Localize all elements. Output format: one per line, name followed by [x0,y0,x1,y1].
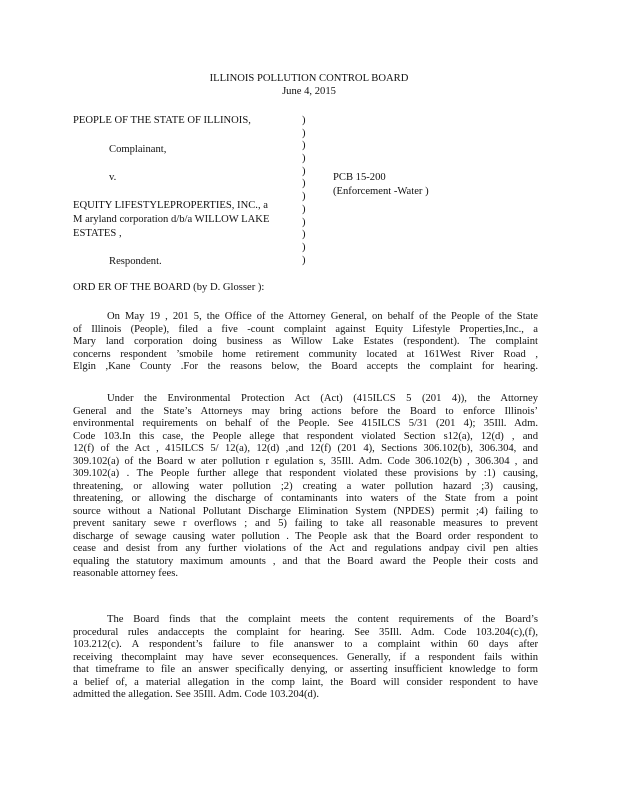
paragraph-line: concerns respondent ’smobile home retirement community located at 161West River Road , [73,348,538,360]
respondent-name-line-3: ESTATES , [73,228,122,239]
case-type: (Enforcement -Water ) [333,186,429,197]
caption-paren: ) [302,115,306,126]
paragraph-line: a belief of, a material allegation in the comp laint, the Board will consider respondent to have [73,676,538,688]
paragraph-line: environmental requirements on behalf of the People. See 415ILCS 5/31 (201 4); 35Ill. Adm. [73,418,538,429]
respondent-label: Respondent. [109,256,162,267]
versus-label: v. [109,172,117,183]
caption-paren: ) [302,127,306,139]
paragraph-line: procedural rules andaccepts the complaint for hearing. See 35Ill. Adm. Code 103.204(c),(f), [73,626,538,638]
caption-paren: ) [302,178,306,190]
paragraph-line: cease and desist from any further violations of the Act and regulations andpay civil pen alties [73,543,538,554]
caption-paren: ) [302,153,306,165]
paragraph-1 [73,311,538,374]
respondent-name-line-1: EQUITY LIFESTYLEPROPERTIES, INC., a [73,200,268,211]
paragraph-line: admitted the allegation. See 35Ill. Adm. Code 103.204(d). [73,689,319,700]
caption-paren: ) [302,203,306,215]
complainant-label: Complainant, [109,144,167,155]
plaintiff-name: PEOPLE OF THE STATE OF ILLINOIS, [73,115,251,126]
paragraph-line: threatening, or allowing water pollution ;2) creating a water pollution hazard ;3) causing, [73,480,538,492]
caption-paren: ) [302,140,306,152]
paragraph-line: of Illinois (People), filed a five -count complaint against Equity Lifestyle Properties,Inc., a [73,323,538,335]
paragraph-line: 309.102(a) of the Board w ater pollution r egulation s, 35Ill. Adm. Code 306.102(b) , 306.304 , and [73,455,538,467]
paragraph-line: discharge of sewage causing water pollution . The People ask that the Board order respondent to [73,530,538,542]
caption-bracket [302,115,306,267]
caption-paren: ) [302,216,306,228]
paragraph-line: source without a National Pollutant Discharge Elimination System (NPDES) permit ;4) failing to [73,505,538,517]
paragraph-line: The Board finds that the complaint meets the content requirements of the Board’s [107,614,538,625]
caption-paren: ) [302,254,306,266]
paragraph-line: threatening, or allowing the discharge of contaminants into waters of the State from a point [73,493,538,504]
paragraph-line: receiving thecomplaint may have sever econsequences. Generally, if a respondent fails within [73,651,538,663]
board-name-heading: ILLINOIS POLLUTION CONTROL BOARD [209,73,409,84]
paragraph-line: Code 103.In this case, the People allege that respondent violated Section s12(a), 12(d) , and [73,430,538,442]
paragraph-line: 309.102(a) . The People further allege that respondent violated these provisions by :1) causing, [73,468,538,479]
paragraph-line: 12(f) of the Act , 415ILCS 5/ 12(a), 12(d) ,and 12(f) (201 4), Sections 306.102(b), 306.304, and [73,443,538,454]
paragraph-line: General and the State’s Attorneys may bring actions before the Board to enforce Illinois’ [73,405,538,417]
paragraph-2 [73,393,538,581]
paragraph-line: prevent sanitary sewe r overflows ; and 5) failing to take all reasonable measures to prevent [73,518,538,529]
order-date: June 4, 2015 [282,86,336,97]
paragraph-line: Elgin ,Kane County .For the reasons below, the Board accepts the complaint for hearing. [73,361,538,372]
paragraph-3 [73,614,538,702]
caption-paren: ) [302,191,306,203]
order-heading: ORD ER OF THE BOARD (by D. Glosser ): [73,282,265,293]
paragraph-line: equaling the statutory maximum amounts , and that the Board award the People their costs and [73,555,538,567]
paragraph-line: On May 19 , 201 5, the Office of the Attorney General, on behalf of the People of the State [107,311,538,322]
caption-paren: ) [302,229,306,241]
caption-paren: ) [302,241,306,253]
case-number: PCB 15-200 [333,172,386,183]
caption-paren: ) [302,165,306,177]
paragraph-line: 103.212(c). A respondent’s failure to file ananswer to a complaint within 60 days after [73,639,538,650]
paragraph-line: Under the Environmental Protection Act (Act) (415ILCS 5 (201 4)), the Attorney [107,393,538,404]
respondent-name-line-2: M aryland corporation d/b/a WILLOW LAKE [73,214,270,225]
paragraph-line: that timeframe to file an answer specifically denying, or asserting insufficient knowledge to form [73,664,538,675]
paragraph-line: reasonable attorney fees. [73,568,179,579]
paragraph-line: Mary land corporation doing business as Willow Lake Estates (respondent). The complaint [73,336,538,347]
